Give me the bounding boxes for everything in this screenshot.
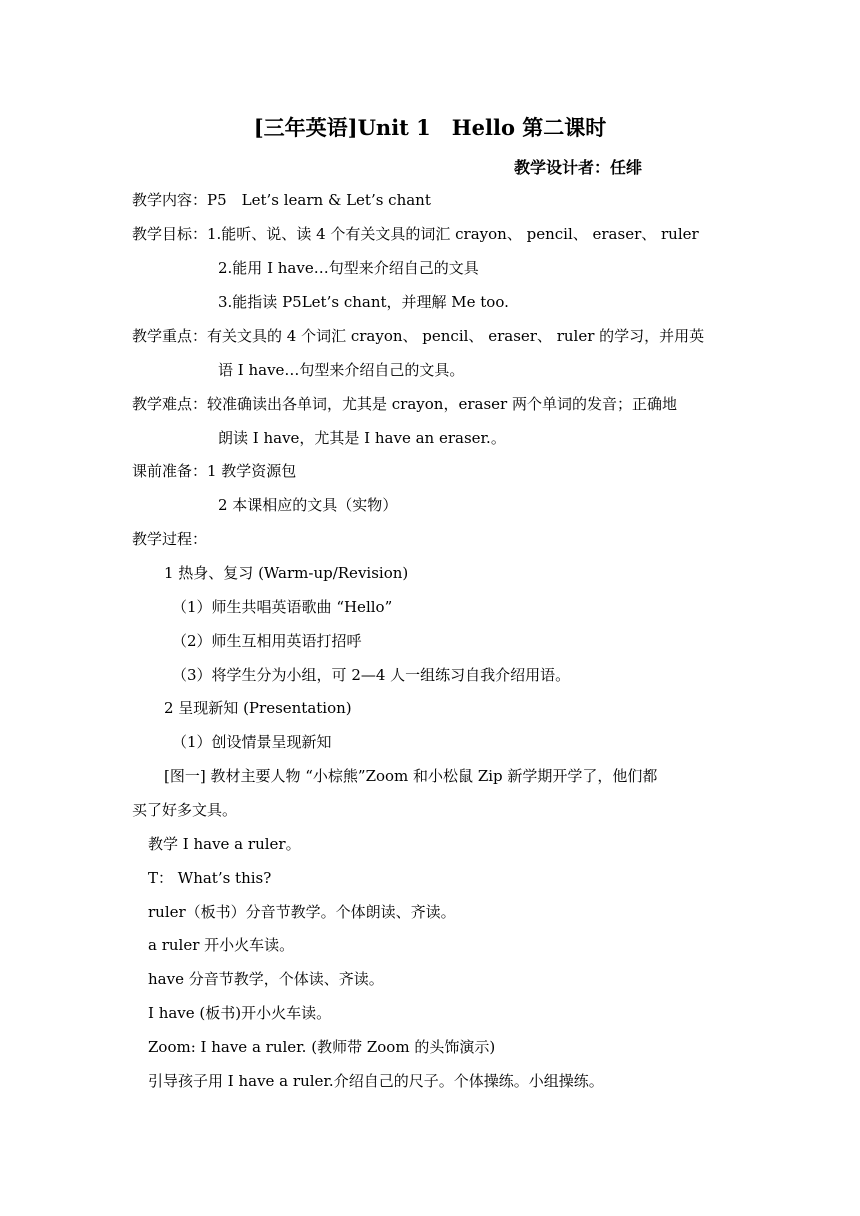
text-line: 教学难点：较准确读出各单词，尤其是 crayon，eraser 两个单词的发音；正确地 xyxy=(132,395,677,413)
text-line: ruler（板书）分音节教学。个体朗读、齐读。 xyxy=(148,903,456,921)
text-line: [图一] 教材主要人物 “小棕熊”Zoom 和小松鼠 Zip 新学期开学了，他们都 xyxy=(164,767,658,785)
document-title: [三年英语]Unit 1 Hello 第二课时 xyxy=(253,115,607,140)
text-line: 语 I have…句型来介绍自己的文具。 xyxy=(218,361,465,379)
text-line: have 分音节教学，个体读、齐读。 xyxy=(148,970,384,988)
text-line: 教学目标：1.能听、说、读 4 个有关文具的词汇 crayon、 pencil、 eraser、 ruler xyxy=(132,225,699,243)
text-line: Zoom: I have a ruler. (教师带 Zoom 的头饰演示) xyxy=(148,1038,496,1056)
text-line: 朗读 I have，尤其是 I have an eraser.。 xyxy=(218,429,506,447)
text-line: 买了好多文具。 xyxy=(132,801,238,819)
text-line: a ruler 开小火车读。 xyxy=(148,936,295,954)
author-line: 教学设计者：任绯 xyxy=(514,158,643,177)
text-line: 教学重点：有关文具的 4 个词汇 crayon、 pencil、 eraser、 ruler 的学习，并用英 xyxy=(132,327,705,345)
text-line: 3.能指读 P5Let’s chant，并理解 Me too. xyxy=(218,293,509,311)
text-line: 教学过程： xyxy=(132,530,208,548)
text-line: 教学内容：P5 Let’s learn & Let’s chant xyxy=(132,191,431,209)
text-line: 2.能用 I have…句型来介绍自己的文具 xyxy=(218,259,479,277)
text-line: 2 呈现新知 (Presentation) xyxy=(164,699,352,717)
text-line: （1）创设情景呈现新知 xyxy=(172,733,332,751)
text-line: （2）师生互相用英语打招呼 xyxy=(172,632,362,650)
text-line: 教学 I have a ruler。 xyxy=(148,835,301,853)
text-line: （1）师生共唱英语歌曲 “Hello” xyxy=(172,598,393,616)
text-line: （3）将学生分为小组，可 2—4 人一组练习自我介绍用语。 xyxy=(172,666,571,684)
text-line: 课前准备：1 教学资源包 xyxy=(132,462,297,480)
text-line: T： What’s this? xyxy=(148,869,272,887)
text-line: 引导孩子用 I have a ruler.介绍自己的尺子。个体操练。小组操练。 xyxy=(148,1072,604,1090)
text-line: 2 本课相应的文具（实物） xyxy=(218,496,398,514)
text-line: I have (板书)开小火车读。 xyxy=(148,1004,332,1022)
text-line: 1 热身、复习 (Warm-up/Revision) xyxy=(164,564,409,582)
